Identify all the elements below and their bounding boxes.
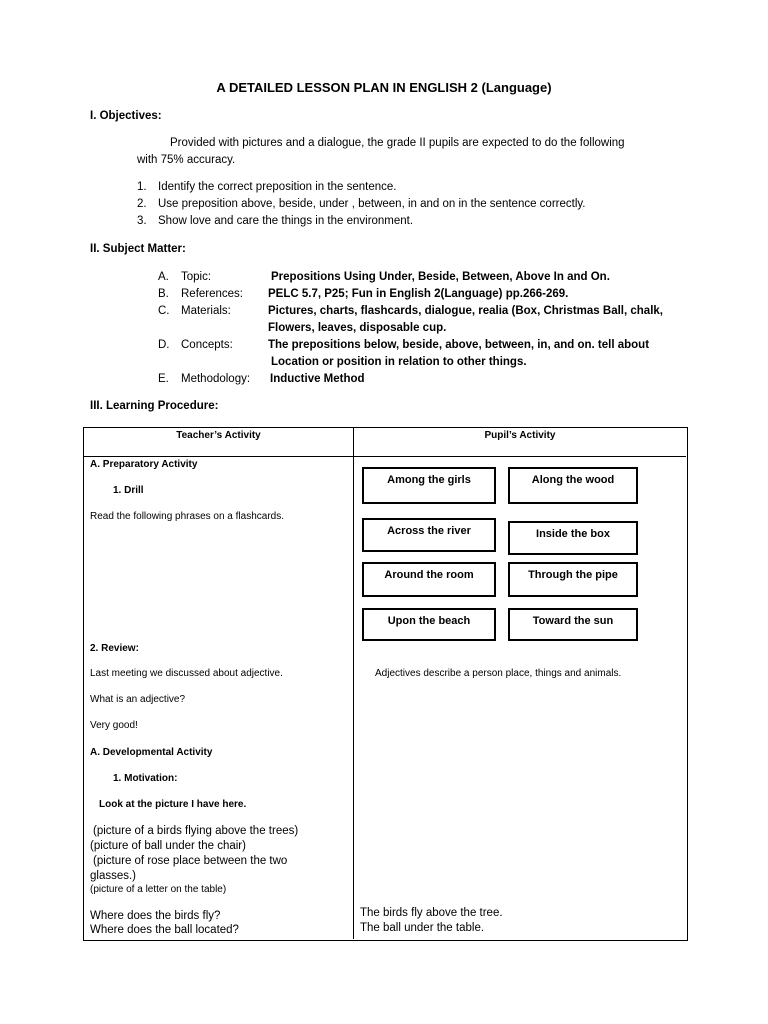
developmental-activity-heading: A. Developmental Activity <box>90 747 213 758</box>
objective-item: Use preposition above, beside, under , between, in and on in the sentence correctly. <box>158 198 586 210</box>
subject-value-continued: Flowers, leaves, disposable cup. <box>268 322 447 334</box>
picture-description: (picture of a letter on the table) <box>90 884 227 895</box>
subject-letter: C. <box>158 305 170 317</box>
subject-label: Topic: <box>181 271 212 283</box>
subject-letter: E. <box>158 373 169 385</box>
review-answer: Adjectives describe a person place, things and animals. <box>375 668 622 679</box>
review-question: What is an adjective? <box>90 694 186 705</box>
picture-description: (picture of rose place between the two <box>93 855 288 867</box>
pupil-column-header: Pupil’s Activity <box>484 430 556 441</box>
subject-value-continued: Location or position in relation to other things. <box>271 356 527 368</box>
objective-number: 1. <box>137 181 147 193</box>
phrase-card: Toward the sun <box>508 608 638 641</box>
objectives-intro-line1: Provided with pictures and a dialogue, the grade II pupils are expected to do the following <box>170 137 625 149</box>
learning-procedure-heading: III. Learning Procedure: <box>90 400 219 412</box>
subject-value: PELC 5.7, P25; Fun in English 2(Language) pp.266-269. <box>268 288 569 300</box>
objectives-intro-line2: with 75% accuracy. <box>137 154 236 166</box>
objective-item: Identify the correct preposition in the sentence. <box>158 181 397 193</box>
phrase-card: Upon the beach <box>362 608 496 641</box>
phrase-card: Inside the box <box>508 521 638 555</box>
review-line: Last meeting we discussed about adjective. <box>90 668 283 679</box>
motivation-answer: The birds fly above the tree. <box>360 907 503 919</box>
subject-label: References: <box>181 288 244 300</box>
review-heading: 2. Review: <box>90 643 139 654</box>
phrase-card: Through the pipe <box>508 562 638 597</box>
drill-instruction: Read the following phrases on a flashcards. <box>90 511 285 522</box>
picture-description: (picture of ball under the chair) <box>90 840 246 852</box>
subject-letter: D. <box>158 339 170 351</box>
subject-label: Concepts: <box>181 339 233 351</box>
subject-label: Methodology: <box>181 373 251 385</box>
picture-description: (picture of a birds flying above the trees) <box>93 825 299 837</box>
subject-value: Prepositions Using Under, Beside, Between, Above In and On. <box>271 271 610 283</box>
motivation-question: Where does the birds fly? <box>90 910 221 922</box>
subject-letter: A. <box>158 271 169 283</box>
table-header-divider <box>83 456 686 457</box>
phrase-card: Across the river <box>362 518 496 552</box>
objective-number: 2. <box>137 198 147 210</box>
review-praise: Very good! <box>90 720 138 731</box>
objective-number: 3. <box>137 215 147 227</box>
motivation-instruction: Look at the picture I have here. <box>99 799 247 810</box>
motivation-question: Where does the ball located? <box>90 924 239 936</box>
objective-item: Show love and care the things in the environment. <box>158 215 414 227</box>
subject-letter: B. <box>158 288 169 300</box>
teacher-column-header: Teacher’s Activity <box>176 430 261 441</box>
objectives-heading: I. Objectives: <box>90 110 162 122</box>
document-title: A DETAILED LESSON PLAN IN ENGLISH 2 (Language) <box>216 80 552 95</box>
subject-value: Inductive Method <box>270 373 365 385</box>
subject-value: Pictures, charts, flashcards, dialogue, realia (Box, Christmas Ball, chalk, <box>268 305 663 317</box>
motivation-answer: The ball under the table. <box>360 922 485 934</box>
phrase-card: Among the girls <box>362 467 496 504</box>
motivation-heading: 1. Motivation: <box>113 773 178 784</box>
subject-label: Materials: <box>181 305 231 317</box>
drill-heading: 1. Drill <box>113 485 144 496</box>
table-column-divider <box>353 427 354 939</box>
subject-value: The prepositions below, beside, above, between, in, and on. tell about <box>268 339 650 351</box>
phrase-card: Along the wood <box>508 467 638 504</box>
picture-description: glasses.) <box>90 870 137 882</box>
preparatory-activity-heading: A. Preparatory Activity <box>90 459 198 470</box>
subject-matter-heading: II. Subject Matter: <box>90 243 186 255</box>
phrase-card: Around the room <box>362 562 496 597</box>
